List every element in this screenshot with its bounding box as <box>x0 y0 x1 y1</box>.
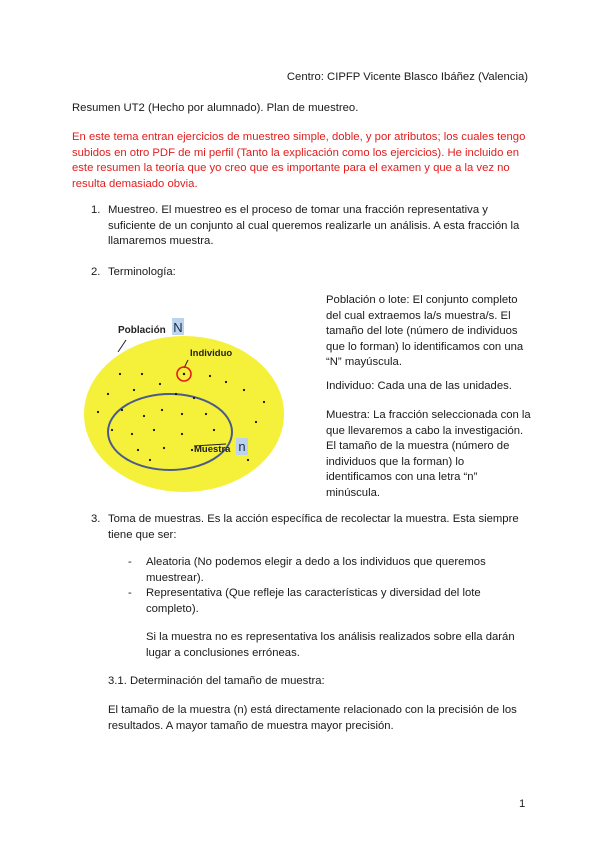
muestra-label: Muestra <box>194 444 231 455</box>
population-dot <box>225 381 227 383</box>
bullet-aleatoria: Aleatoria (No podemos elegir a dedo a los individuos que queremos muestrear). <box>146 556 486 584</box>
section-2-heading: Terminología: <box>108 266 176 278</box>
population-dot <box>159 383 161 385</box>
population-dot <box>153 429 155 431</box>
page-number: 1 <box>519 798 526 810</box>
section-1-text: Muestreo. El muestreo es el proceso de tomar una fracción representativa y suficiente de un conjunto al cual queremos realizarle un análisis. A esta fracción la llamaremos muestra. <box>108 204 520 248</box>
population-dot <box>255 421 257 423</box>
muestra-symbol: n <box>238 439 246 454</box>
definition-individuo: Individuo: Cada una de las unidades. <box>326 380 512 392</box>
population-dot <box>243 389 245 391</box>
section-1-number: 1. <box>91 204 101 216</box>
document-title: Resumen UT2 (Hecho por alumnado). Plan de muestreo. <box>72 102 359 114</box>
section-2-number: 2. <box>91 266 101 278</box>
population-dot <box>149 459 151 461</box>
page-header: Centro: CIPFP Vicente Blasco Ibáñez (Valencia) <box>286 71 528 83</box>
population-dot <box>133 389 135 391</box>
population-dot <box>163 447 165 449</box>
individuo-dot <box>183 373 185 375</box>
population-dot <box>263 401 265 403</box>
definition-poblacion: Población o lote: El conjunto completo del cual extraemos la/s muestra/s. El tamaño del lote (número de individuos que lo forman) lo identificamos con una “N” mayúscula. <box>326 294 524 369</box>
population-dot <box>137 449 139 451</box>
population-dot <box>141 373 143 375</box>
population-dot <box>175 393 177 395</box>
population-dot <box>121 409 123 411</box>
population-dot <box>143 415 145 417</box>
population-dot <box>97 411 99 413</box>
population-dot <box>191 449 193 451</box>
population-dot <box>107 393 109 395</box>
population-dot <box>131 433 133 435</box>
population-dot <box>161 409 163 411</box>
subsection-3-1-text: El tamaño de la muestra (n) está directamente relacionado con la precisión de los resultados. A mayor tamaño de muestra mayor precisión. <box>108 704 517 732</box>
bullet-marker: - <box>128 587 132 599</box>
population-sample-diagram <box>84 310 302 502</box>
intro-note: En este tema entran ejercicios de muestreo simple, doble, y por atributos; los cuales tengo subidos en otro PDF de mi perfil (Tanto la explicación como los ejercicios). He incluido en este resumen la teoría que yo creo que es importante para el examen y que a la vez no resulta demasiado obvia. <box>72 131 526 190</box>
population-dot <box>213 429 215 431</box>
population-dot <box>247 459 249 461</box>
population-dot <box>205 413 207 415</box>
population-dot <box>111 429 113 431</box>
population-dot <box>119 373 121 375</box>
poblacion-pointer-line <box>118 340 126 352</box>
population-dot <box>209 375 211 377</box>
section-3-number: 3. <box>91 513 101 525</box>
section-3-text: Toma de muestras. Es la acción específica de recolectar la muestra. Esta siempre tiene que ser: <box>108 513 519 541</box>
poblacion-symbol: N <box>173 320 183 335</box>
population-dot <box>193 397 195 399</box>
bullet-representativa: Representativa (Que refleje las características y diversidad del lote completo). <box>146 587 481 615</box>
poblacion-label: Población <box>118 325 166 336</box>
population-dot <box>181 413 183 415</box>
population-dot <box>181 433 183 435</box>
representativity-note: Si la muestra no es representativa los análisis realizados sobre ella darán lugar a conclusiones erróneas. <box>146 631 515 659</box>
bullet-marker: - <box>128 556 132 568</box>
individuo-label: Individuo <box>190 348 233 359</box>
definition-muestra: Muestra: La fracción seleccionada con la que llevaremos a cabo la investigación. El tamaño de la muestra (número de individuos que la forman) lo identificamos con una letra “n” minúscula. <box>326 409 531 499</box>
subsection-3-1-title: 3.1. Determinación del tamaño de muestra: <box>108 675 325 687</box>
